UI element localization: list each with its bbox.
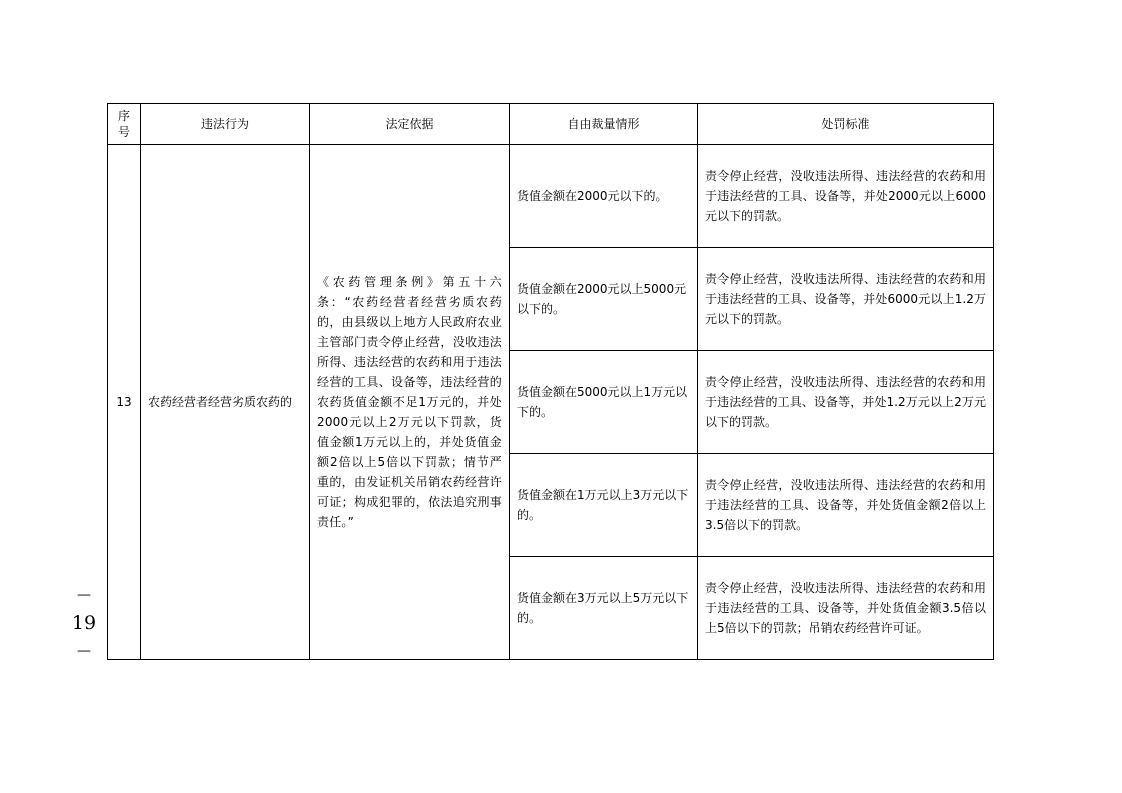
cell-penalty-standard: 责令停止经营，没收违法所得、违法经营的农药和用于违法经营的工具、设备等，并处货值金额2倍以上3.5倍以下的罚款。 [698,454,994,557]
header-serial-number-line2: 号 [117,125,130,139]
header-violation: 违法行为 [141,104,310,145]
cell-discretion-case: 货值金额在2000元以上5000元以下的。 [510,248,698,351]
cell-discretion-case: 货值金额在2000元以下的。 [510,145,698,248]
cell-penalty-standard: 责令停止经营，没收违法所得、违法经营的农药和用于违法经营的工具、设备等，并处1.2万元以上2万元以下的罚款。 [698,351,994,454]
cell-penalty-standard: 责令停止经营，没收违法所得、违法经营的农药和用于违法经营的工具、设备等，并处货值金额3.5倍以上5倍以下的罚款；吊销农药经营许可证。 [698,557,994,660]
page-number-value: 19 [71,612,97,634]
header-legal-basis: 法定依据 [310,104,510,145]
cell-serial-number: 13 [108,145,141,660]
cell-discretion-case: 货值金额在3万元以上5万元以下的。 [510,557,698,660]
cell-violation: 农药经营者经营劣质农药的 [141,145,310,660]
table-row [108,145,994,248]
cell-penalty-standard: 责令停止经营，没收违法所得、违法经营的农药和用于违法经营的工具、设备等，并处6000元以上1.2万元以下的罚款。 [698,248,994,351]
page-number-dash-bottom: — [77,643,91,659]
cell-legal-basis: 《农药管理条例》第五十六条：“农药经营者经营劣质农药的，由县级以上地方人民政府农业主管部门责令停止经营，没收违法所得、违法经营的农药和用于违法经营的工具、设备等，违法经营的农药货值金额不足1万元的，并处2000元以上2万元以下罚款，货值金额1万元以上的，并处货值金额2倍以上5倍以下罚款；情节严重的，由发证机关吊销农药经营许可证；构成犯罪的，依法追究刑事责任。” [310,145,510,660]
header-penalty-standard: 处罚标准 [698,104,994,145]
header-serial-number-line1: 序 [117,109,130,123]
page-number-dash-top: — [77,587,91,603]
penalty-table [107,103,994,660]
cell-penalty-standard: 责令停止经营，没收违法所得、违法经营的农药和用于违法经营的工具、设备等，并处2000元以上6000元以下的罚款。 [698,145,994,248]
cell-discretion-case: 货值金额在5000元以上1万元以下的。 [510,351,698,454]
header-serial-number [108,104,141,145]
page-number [70,588,98,658]
header-discretion-case: 自由裁量情形 [510,104,698,145]
cell-discretion-case: 货值金额在1万元以上3万元以下的。 [510,454,698,557]
table-header-row [108,104,994,145]
